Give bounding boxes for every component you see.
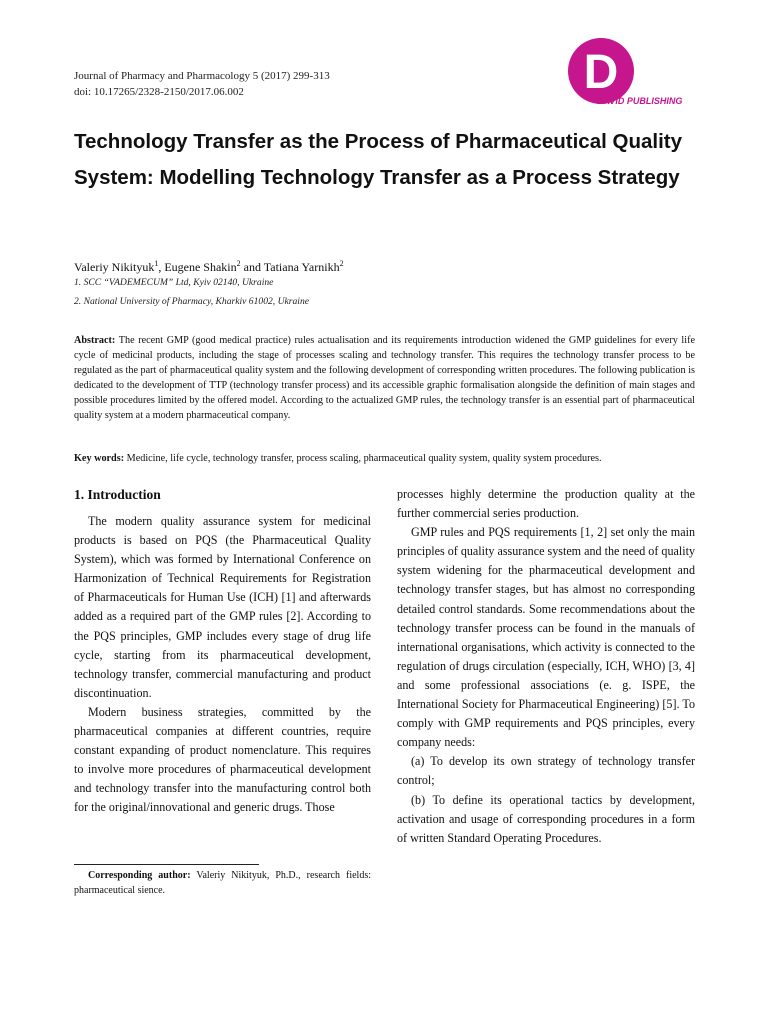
footnote-text: Valeriy Nikityuk, Ph.D., research fields: pharmaceutical sience. [74, 870, 371, 896]
body-paragraph: Modern business strategies, committed by the pharmaceutical companies at different countries, require constant expanding of product nomenclature. This requires to involve more procedures of pharmaceutical development and technology transfer into the manufacturing control both for the original/innovational and generic drugs. Those [74, 704, 371, 815]
journal-header [74, 68, 330, 100]
author-separator: , [158, 260, 165, 274]
body-paragraph: processes highly determine the production quality at the further commercial series production. [397, 487, 695, 521]
abstract-label: Abstract: [74, 335, 116, 346]
author-affiliation-mark: 2 [236, 259, 241, 268]
authors-line [74, 256, 344, 275]
footnote-divider [74, 864, 259, 865]
keywords-label: Key words: [74, 453, 125, 464]
abstract [74, 333, 695, 424]
keywords [74, 451, 695, 466]
list-item: (a) To develop its own strategy of technology transfer control; [397, 754, 695, 788]
logo-text: DAVID PUBLISHING [597, 96, 683, 106]
body-paragraph: GMP rules and PQS requirements [1, 2] set only the main principles of quality assurance system and the need of quality system widening for the pharmaceutical development and technology transfer stages, but has almost no corresponding detailed control standards. Some recommendations about the technology transfer process can be found in the manuals of international organisations, which activity is connected to the regulation of drugs circulation (especially, ICH, WHO) [3, 4] and some professional associations (e. g. ISPE, the International Society for Pharmaceutical Engineering) [5]. To comply with GMP requirements and PQS principles, every company needs: [397, 525, 695, 750]
paper-title: Technology Transfer as the Process of Pharmaceutical Quality System: Modelling Technology Transfer as a Process Strategy [74, 130, 682, 189]
right-column [397, 485, 695, 848]
section-heading: 1. Introduction [74, 487, 161, 502]
journal-doi: doi: 10.17265/2328-2150/2017.06.002 [74, 86, 244, 98]
author-name: Eugene Shakin [164, 260, 237, 274]
affiliation-1: 1. SCC “VADEMECUM” Ltd, Kyiv 02140, Ukraine [74, 277, 274, 288]
author-affiliation-mark: 1 [154, 259, 159, 268]
body-paragraph: The modern quality assurance system for medicinal products is based on PQS (the Pharmaceutical Quality System), which was formed by International Conference on Harmonization of Technical Requirements for Registration of Pharmaceuticals for Human Use (ICH) [1] and afterwards added as a required part of the GMP rules [2]. According to the PQS principles, GMP includes every stage of drug life cycle, starting from its pharmaceutical development, technology transfer, commercial manufacturing and product discontinuation. [74, 514, 371, 700]
author-name: Valeriy Nikityuk [74, 260, 155, 274]
keywords-text: Medicine, life cycle, technology transfer, process scaling, pharmaceutical quality system, quality system procedures. [126, 453, 602, 464]
logo-letter: D [583, 46, 619, 99]
abstract-text: The recent GMP (good medical practice) rules actualisation and its requirements introduction widened the GMP guidelines for every life cycle of medicinal products, including the stage of processes scaling and technology transfer. This requires the technology transfer process to be regulated as the part of pharmaceutical quality system and the following development of corresponding written procedures. The following publication is dedicated to the development of TTP (technology transfer process) and its accessible graphic formalisation alongside the definition of main stages and possible procedures limited by the offered model. According to the actualized GMP rules, the technology transfer is an essential part of pharmaceutical quality system at a modern pharmaceutical company. [74, 335, 695, 422]
publisher-logo [560, 38, 710, 118]
affiliation-2: 2. National University of Pharmacy, Kharkiv 61002, Ukraine [74, 296, 310, 307]
author-name: Tatiana Yarnikh [263, 260, 340, 274]
author-separator: and [240, 260, 264, 274]
left-column [74, 512, 371, 818]
list-item: (b) To define its operational tactics by development, activation and usage of corresponding procedures in a form of written Standard Operating Procedures. [397, 792, 695, 845]
footnote-label: Corresponding author: [88, 870, 191, 881]
footnote [74, 869, 371, 898]
journal-citation: Journal of Pharmacy and Pharmacology 5 (2017) 299-313 [74, 70, 330, 82]
author-affiliation-mark: 2 [339, 259, 344, 268]
